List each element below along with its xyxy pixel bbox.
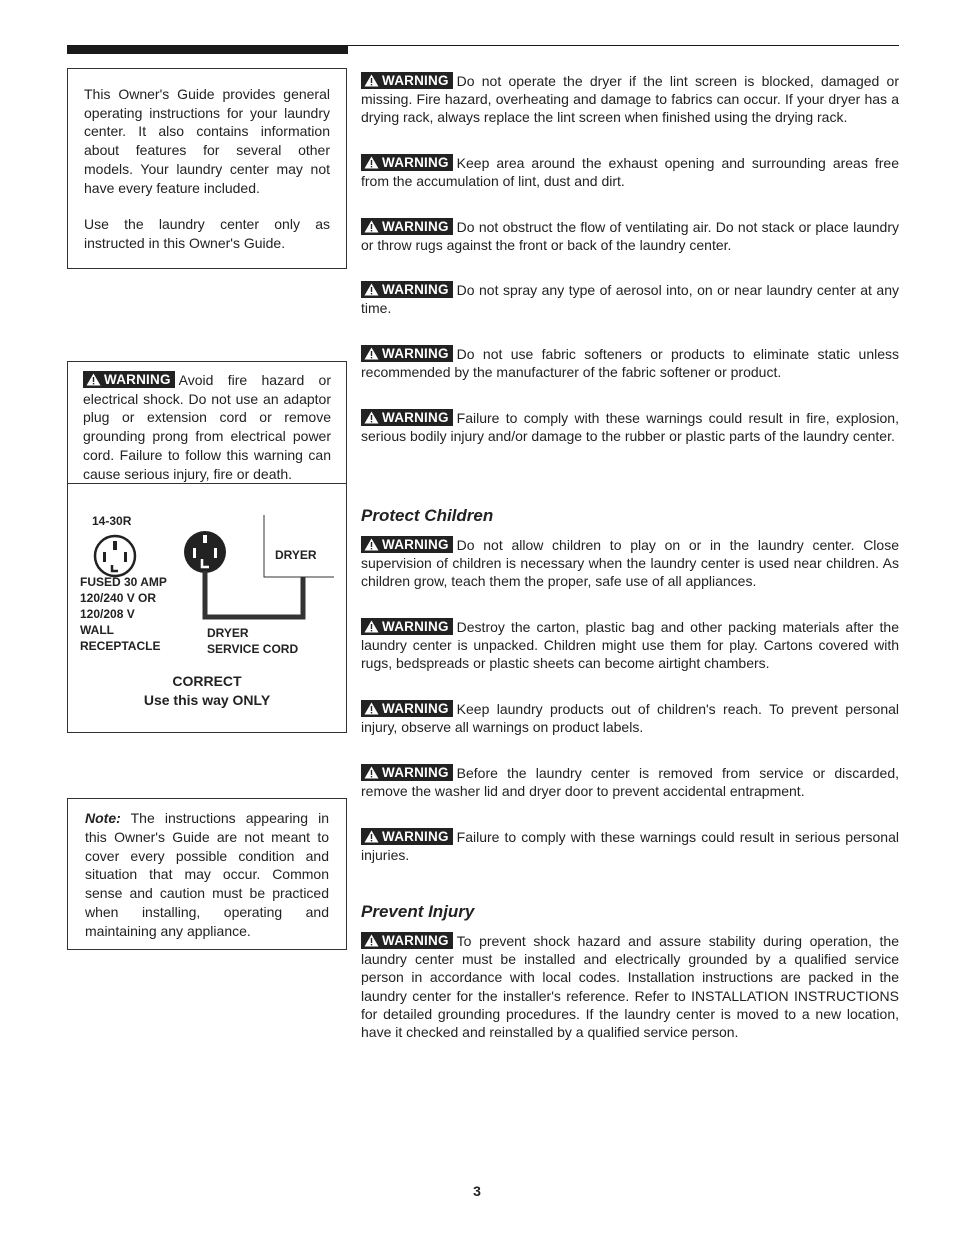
- warning-badge: [361, 618, 453, 635]
- header-rule-thick: [67, 45, 348, 54]
- warning-triangle-icon: [364, 411, 379, 424]
- warning-badge: [361, 409, 453, 426]
- note-label: Note:: [85, 810, 121, 826]
- intro-box: [67, 68, 347, 269]
- receptacle-line: RECEPTACLE: [80, 639, 161, 653]
- warning-badge-label: WARNING: [382, 829, 449, 844]
- warning-item: [361, 72, 899, 127]
- cord-line: SERVICE CORD: [207, 642, 299, 656]
- warning-text: Do not use fabric softeners or products to eliminate static unless recommended by the manufacturer of the fabric softener or product.: [361, 346, 899, 381]
- warning-badge-label: WARNING: [382, 219, 449, 234]
- warning-badge: [83, 371, 175, 388]
- warning-text: Do not operate the dryer if the lint screen is blocked, damaged or missing. Fire hazard, overheating and damage to fabrics can occur. If your dryer has a drying rack, always replace the lint screen when finished using the drying rack.: [361, 73, 899, 126]
- warning-badge-label: WARNING: [382, 73, 449, 88]
- note-box: [67, 798, 347, 950]
- warning-item: [361, 154, 899, 190]
- page-number: 3: [473, 1183, 481, 1199]
- warning-badge: [361, 281, 453, 298]
- note-body: The instructions appearing in this Owner's Guide are not meant to cover every possible condition and situation that may occur. Common sense and caution must be practiced when installing, operating and maintaining any appliance.: [85, 810, 329, 939]
- intro-paragraph: This Owner's Guide provides general operating instructions for your laundry center. It also contains information about features for several other models. Your laundry center may not have every feature included.: [84, 86, 330, 196]
- warning-badge: [361, 154, 453, 171]
- warning-badge-label: WARNING: [382, 701, 449, 716]
- receptacle-line: 120/208 V: [80, 607, 135, 621]
- note-paragraph: [85, 809, 329, 941]
- correct-label: CORRECT: [172, 673, 242, 689]
- warning-badge: [361, 828, 453, 845]
- receptacle-line: 120/240 V OR: [80, 591, 157, 605]
- receptacle-description: [80, 574, 167, 654]
- receptacle-line: FUSED 30 AMP: [80, 575, 167, 589]
- warning-text: Do not allow children to play on or in the laundry center. Close supervision of children is necessary when the laundry center is used near children. As children grow, teach them the proper, safe use of all appliances.: [361, 537, 899, 590]
- warning-text: Failure to comply with these warnings could result in serious personal injuries.: [361, 829, 899, 864]
- receptacle-line: WALL: [80, 623, 114, 637]
- service-cord-line: [205, 571, 303, 617]
- dryer-outline: [264, 515, 334, 577]
- wall-receptacle-icon: [95, 536, 135, 576]
- electrical-warning-paragraph: [83, 371, 331, 483]
- dryer-plug-icon: [184, 531, 226, 573]
- intro-paragraph: Use the laundry center only as instructed in this Owner's Guide.: [84, 216, 330, 251]
- warning-badge: [361, 536, 453, 553]
- section-title-protect-children: Protect Children: [361, 506, 494, 525]
- warning-badge: [361, 218, 453, 235]
- warning-text: Do not obstruct the flow of ventilating air. Do not stack or place laundry or throw rugs against the front or back of the laundry center.: [361, 219, 899, 254]
- warning-badge-label: WARNING: [382, 282, 449, 297]
- warning-item: [361, 932, 899, 1041]
- warning-item: [361, 700, 899, 736]
- warning-triangle-icon: [364, 538, 379, 551]
- warning-badge-label: WARNING: [382, 933, 449, 948]
- warning-badge-label: WARNING: [382, 346, 449, 361]
- warning-triangle-icon: [364, 220, 379, 233]
- warning-item: [361, 536, 899, 591]
- warning-text: Before the laundry center is removed from service or discarded, remove the washer lid and dryer door to prevent accidental entrapment.: [361, 765, 899, 800]
- warning-text: Destroy the carton, plastic bag and other packing materials after the laundry center is unpacked. Children might use them for play. Cartons covered with rugs, bedspreads or plastic sheets can become airtight chambers.: [361, 619, 899, 672]
- warning-badge-label: WARNING: [104, 372, 171, 387]
- electrical-warning-text-area: [68, 362, 346, 484]
- warning-badge-label: WARNING: [382, 765, 449, 780]
- warning-triangle-icon: [364, 283, 379, 296]
- warning-triangle-icon: [364, 830, 379, 843]
- warning-item: [361, 218, 899, 254]
- warning-badge-label: WARNING: [382, 410, 449, 425]
- warning-triangle-icon: [364, 934, 379, 947]
- warning-badge: [361, 72, 453, 89]
- warning-triangle-icon: [364, 74, 379, 87]
- warning-triangle-icon: [364, 702, 379, 715]
- warning-badge-label: WARNING: [382, 619, 449, 634]
- warning-text: To prevent shock hazard and assure stability during operation, the laundry center must be installed and electrically grounded by a qualified service person in accordance with local codes. Installation instructions are packed in the laundry center for the installer's reference. Refer to INSTALLATION INSTRUCTIONS for detailed grounding procedures. If the laundry center is moved to a new location, have it checked and reinstalled by a qualified service person.: [361, 933, 899, 1041]
- warning-badge-label: WARNING: [382, 537, 449, 552]
- warning-badge: [361, 345, 453, 362]
- warning-badge: [361, 764, 453, 781]
- warning-item: [361, 281, 899, 317]
- warning-item: [361, 764, 899, 800]
- receptacle-diagram: [68, 485, 346, 732]
- warning-text: Failure to comply with these warnings could result in fire, explosion, serious bodily injury and/or damage to the rubber or plastic parts of the laundry center.: [361, 410, 899, 445]
- electrical-warning-body: Avoid fire hazard or electrical shock. Do not use an adaptor plug or extension cord or remove grounding prong from electrical power cord. Failure to follow this warning can cause serious injury, fire or death.: [83, 372, 331, 482]
- warning-badge: [361, 700, 453, 717]
- use-this-way-label: Use this way ONLY: [143, 692, 271, 708]
- warning-item: [361, 345, 899, 381]
- dryer-label: DRYER: [275, 548, 317, 562]
- warning-triangle-icon: [86, 373, 101, 386]
- warning-text: Do not spray any type of aerosol into, on or near laundry center at any time.: [361, 282, 899, 317]
- cord-line: DRYER: [207, 626, 249, 640]
- warning-triangle-icon: [364, 156, 379, 169]
- warning-text: Keep laundry products out of children's reach. To prevent personal injury, observe all warnings on product labels.: [361, 701, 899, 736]
- header-rule-thin: [348, 45, 899, 46]
- warning-item: [361, 828, 899, 864]
- section-title-prevent-injury: Prevent Injury: [361, 902, 475, 921]
- warning-text: Keep area around the exhaust opening and surrounding areas free from the accumulation of lint, dust and dirt.: [361, 155, 899, 190]
- electrical-warning-box: [67, 361, 347, 733]
- warning-item: [361, 618, 899, 673]
- service-cord-description: [207, 625, 298, 657]
- warning-item: [361, 409, 899, 445]
- warning-triangle-icon: [364, 766, 379, 779]
- warning-badge: [361, 932, 453, 949]
- warning-triangle-icon: [364, 620, 379, 633]
- warning-badge-label: WARNING: [382, 155, 449, 170]
- receptacle-model-label: 14-30R: [92, 514, 132, 528]
- warning-triangle-icon: [364, 347, 379, 360]
